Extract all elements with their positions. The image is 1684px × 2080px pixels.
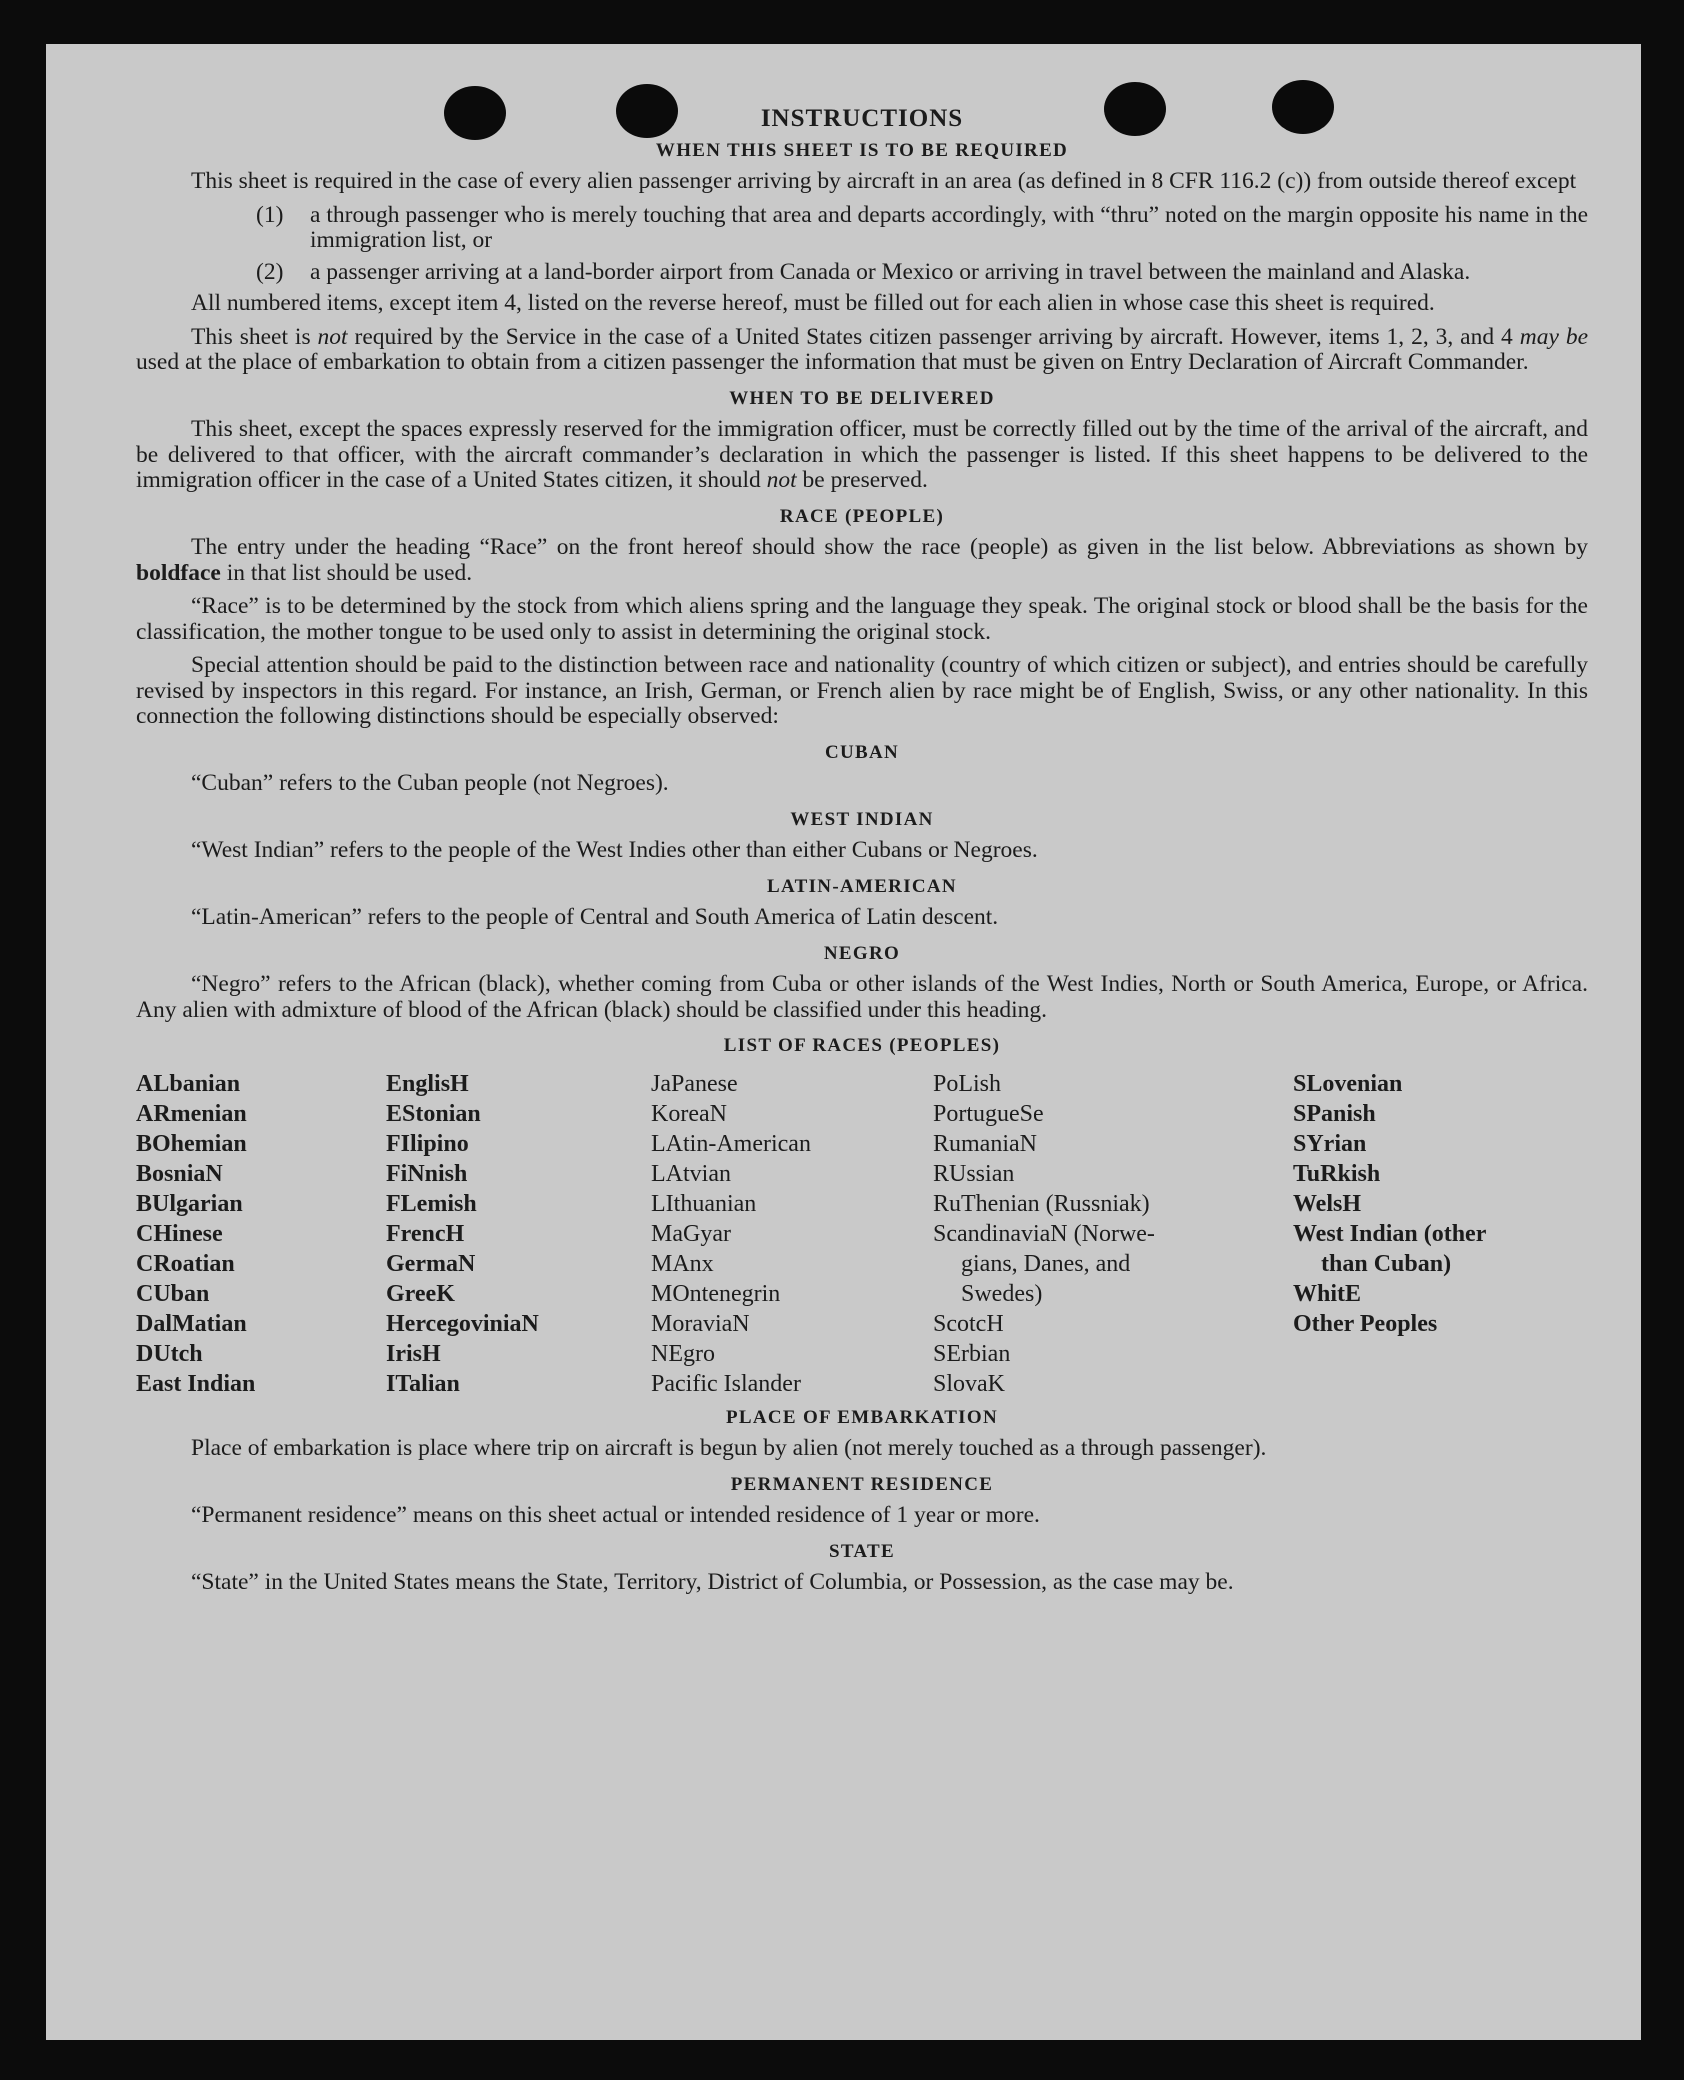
paragraph bbox=[136, 535, 1588, 586]
race-entry: KoreaN bbox=[651, 1100, 727, 1127]
race-entry: than Cuban) bbox=[1321, 1250, 1452, 1277]
race-entry: DalMatian bbox=[136, 1310, 247, 1337]
paragraph: Place of embarkation is place where trip on aircraft is begun by alien (not merely touched as a through passenger). bbox=[191, 1435, 1267, 1461]
race-entry: LAtin-American bbox=[651, 1130, 811, 1157]
list-item bbox=[136, 203, 1588, 254]
text-run: in that list should be used. bbox=[220, 559, 473, 586]
section-heading-race: RACE (PEOPLE) bbox=[779, 505, 945, 527]
page-title: INSTRUCTIONS bbox=[760, 105, 964, 132]
race-entry: PoLish bbox=[933, 1070, 1002, 1097]
race-entry: ScandinaviaN (Norwe- bbox=[933, 1220, 1155, 1247]
item-number: (1) bbox=[256, 201, 284, 228]
section-heading-west-indian: WEST INDIAN bbox=[790, 808, 934, 830]
race-entry: SlovaK bbox=[933, 1370, 1005, 1397]
race-entry: Pacific Islander bbox=[651, 1370, 801, 1397]
section-heading-embarkation: PLACE OF EMBARKATION bbox=[726, 1406, 998, 1428]
race-entry: NEgro bbox=[651, 1340, 715, 1367]
race-entry: MAnx bbox=[651, 1250, 714, 1277]
race-entry: ARmenian bbox=[136, 1100, 247, 1127]
race-entry: ALbanian bbox=[136, 1070, 241, 1097]
race-entry: EStonian bbox=[386, 1100, 481, 1127]
race-entry: MaGyar bbox=[651, 1220, 731, 1247]
paragraph: “Latin-American” refers to the people of Central and South America of Latin descent. bbox=[191, 904, 999, 930]
race-column bbox=[933, 1069, 1293, 1399]
item-number: (2) bbox=[256, 258, 284, 285]
bold-text: boldface bbox=[136, 559, 221, 586]
race-column bbox=[651, 1069, 933, 1399]
race-column bbox=[386, 1069, 651, 1399]
list-item bbox=[136, 260, 1588, 286]
race-entry: BUlgarian bbox=[136, 1190, 243, 1217]
race-entry: DUtch bbox=[136, 1340, 203, 1367]
race-column bbox=[136, 1069, 386, 1399]
race-list bbox=[136, 1069, 1588, 1399]
race-entry: EnglisH bbox=[386, 1070, 469, 1097]
paragraph: “State” in the United States means the State, Territory, District of Columbia, or Possession, as the case may be. bbox=[191, 1569, 1234, 1595]
race-entry: SPanish bbox=[1293, 1100, 1376, 1127]
text-run: This sheet, except the spaces expressly reserved for the immigration officer, must be correctly filled out by the time of the arrival of the aircraft, and be delivered to that officer, with the aircraft commander’s declaration in which the passenger is listed. If this sheet happens to be delivered to the immigration officer in the case of a United States citizen, it should bbox=[136, 416, 1588, 493]
race-entry: MOntenegrin bbox=[651, 1280, 781, 1307]
race-entry: BOhemian bbox=[136, 1130, 247, 1157]
race-entry: CUban bbox=[136, 1280, 210, 1307]
paragraph: “Permanent residence” means on this sheet actual or intended residence of 1 year or more. bbox=[191, 1502, 1040, 1528]
section-heading-residence: PERMANENT RESIDENCE bbox=[730, 1473, 994, 1495]
italic-text: may be bbox=[1519, 323, 1588, 350]
paragraph: Special attention should be paid to the distinction between race and nationality (country of which citizen or subject), and entries should be carefully revised by inspectors in this regard. For instance, an Irish, German, or French alien by race might be of English, Swiss, or any other nationality. In this connection the following distinctions should be especially observed: bbox=[136, 652, 1588, 729]
paragraph: “West Indian” refers to the people of the West Indies other than either Cubans or Negroes. bbox=[191, 837, 1038, 863]
paragraph: “Negro” refers to the African (black), whether coming from Cuba or other islands of the West Indies, North or South America, Europe, or Africa. Any alien with admixture of blood of the African (black) should be classified under this heading. bbox=[136, 971, 1588, 1023]
race-entry: GermaN bbox=[386, 1250, 476, 1277]
race-entry: HercegoviniaN bbox=[386, 1310, 539, 1337]
paragraph bbox=[136, 417, 1588, 494]
item-text: a through passenger who is merely touching that area and departs accordingly, with “thru” noted on the margin opposite his name in the immigration list, or bbox=[310, 201, 1588, 253]
text-run: required by the Service in the case of a United States citizen passenger arriving by aircraft. However, items 1, 2, 3, and 4 bbox=[347, 323, 1520, 350]
section-heading-latin-american: LATIN-AMERICAN bbox=[767, 875, 957, 897]
race-entry: FLemish bbox=[386, 1190, 477, 1217]
paragraph: “Race” is to be determined by the stock from which aliens spring and the language they speak. The original stock or blood shall be the basis for the classification, the mother tongue to be used only to assist in determining the original stock. bbox=[136, 593, 1588, 645]
race-entry: West Indian (other bbox=[1293, 1220, 1487, 1247]
section-heading-state: STATE bbox=[829, 1540, 895, 1562]
race-entry: ScotcH bbox=[933, 1310, 1004, 1337]
text-run: This sheet is bbox=[191, 323, 318, 350]
section-heading-list-of-races: LIST OF RACES (PEOPLES) bbox=[723, 1035, 1001, 1056]
instructions-content bbox=[136, 106, 1588, 1604]
italic-text: not bbox=[317, 323, 348, 350]
race-entry: Swedes) bbox=[961, 1280, 1043, 1307]
race-entry: Other Peoples bbox=[1293, 1310, 1438, 1337]
race-entry: WhitE bbox=[1293, 1280, 1362, 1307]
race-entry: TuRkish bbox=[1293, 1160, 1381, 1187]
race-entry: MoraviaN bbox=[651, 1310, 750, 1337]
race-entry: RUssian bbox=[933, 1160, 1015, 1187]
race-entry: CHinese bbox=[136, 1220, 223, 1247]
document-sheet bbox=[46, 44, 1641, 2040]
race-entry: IrisH bbox=[386, 1340, 441, 1367]
race-column bbox=[1293, 1069, 1583, 1399]
section-heading-cuban: CUBAN bbox=[824, 741, 900, 763]
item-text: a passenger arriving at a land-border airport from Canada or Mexico or arriving in travel between the mainland and Alaska. bbox=[310, 258, 1471, 285]
race-entry: CRoatian bbox=[136, 1250, 235, 1277]
race-entry: ITalian bbox=[386, 1370, 460, 1397]
race-entry: BosniaN bbox=[136, 1160, 223, 1187]
paragraph: This sheet is required in the case of every alien passenger arriving by aircraft in an area (as defined in 8 CFR 116.2 (c)) from outside thereof except bbox=[191, 168, 1577, 194]
text-run: used at the place of embarkation to obtain from a citizen passenger the information that must be given on Entry Declaration of Aircraft Commander. bbox=[136, 349, 1529, 375]
race-entry: GreeK bbox=[386, 1280, 455, 1307]
race-entry: FIlipino bbox=[386, 1130, 469, 1157]
race-entry: gians, Danes, and bbox=[961, 1250, 1131, 1277]
text-run: be preserved. bbox=[796, 467, 928, 493]
race-entry: SYrian bbox=[1293, 1130, 1367, 1157]
text-run: The entry under the heading “Race” on the front hereof should show the race (people) as given in the list below. Abbreviations as shown by bbox=[191, 534, 1588, 560]
section-heading-negro: NEGRO bbox=[823, 942, 901, 964]
paragraph: All numbered items, except item 4, listed on the reverse hereof, must be filled out for each alien in whose case this sheet is required. bbox=[191, 290, 1435, 316]
section-heading-when-required: WHEN THIS SHEET IS TO BE REQUIRED bbox=[655, 139, 1069, 161]
race-entry: FrencH bbox=[386, 1220, 465, 1247]
race-entry: East Indian bbox=[136, 1370, 256, 1397]
race-entry: RuThenian (Russniak) bbox=[933, 1190, 1150, 1217]
race-entry: PortugueSe bbox=[933, 1100, 1044, 1127]
paragraph bbox=[136, 325, 1588, 376]
race-entry: FiNnish bbox=[386, 1160, 468, 1187]
race-entry: SErbian bbox=[933, 1340, 1011, 1367]
race-entry: WelsH bbox=[1293, 1190, 1362, 1217]
race-entry: RumaniaN bbox=[933, 1130, 1037, 1157]
race-entry: SLovenian bbox=[1293, 1070, 1403, 1097]
race-entry: LIthuanian bbox=[651, 1190, 757, 1217]
race-entry: JaPanese bbox=[651, 1070, 738, 1097]
race-entry: LAtvian bbox=[651, 1160, 731, 1187]
paragraph: “Cuban” refers to the Cuban people (not Negroes). bbox=[191, 770, 669, 796]
italic-text: not bbox=[766, 467, 797, 493]
section-heading-when-delivered: WHEN TO BE DELIVERED bbox=[729, 387, 995, 409]
